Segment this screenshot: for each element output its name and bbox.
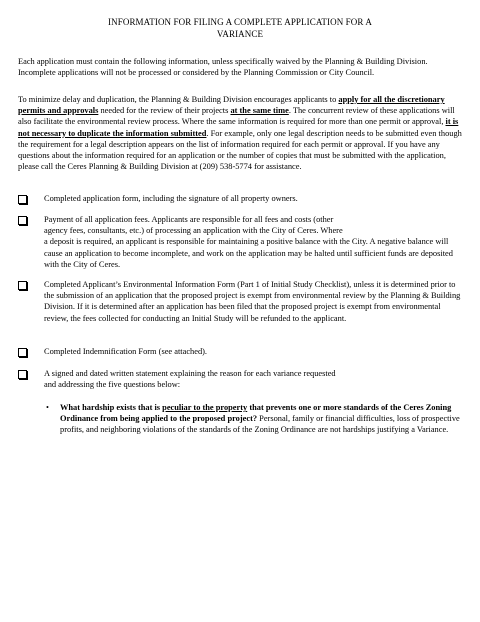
emphasis-text: at the same time (230, 106, 289, 116)
para-text: To minimize delay and duplication, the Planning & Building Division encourages applicants to (18, 95, 339, 104)
checklist-item-fees (44, 214, 464, 270)
item-line: agency fees, consultants, etc.) of processing an application with the City of Ceres. Where (44, 226, 343, 236)
title-line-2: VARIANCE (216, 29, 264, 39)
para-text: . The concurrent review of these applications will also facilitate the environmental review process. Where the same information is required for more than one permit or approval, (18, 106, 455, 127)
question-text: What hardship exists that is (60, 403, 163, 412)
checkbox-written-statement[interactable] (18, 370, 27, 379)
item-line: A signed and dated written statement explaining the reason for each variance requested (44, 369, 336, 378)
item-line: and addressing the five questions below: (44, 380, 181, 390)
checklist-item-indemnification-form: Completed Indemnification Form (see attached). (44, 347, 208, 356)
emphasis-text: it is not necessary to duplicate the information submitted (18, 117, 459, 138)
checkbox-environmental-form[interactable] (18, 281, 27, 290)
checkbox-fees[interactable] (18, 216, 27, 225)
page-title (0, 16, 480, 40)
checkbox-indemnification-form[interactable] (18, 348, 27, 357)
bullet-icon: • (46, 403, 49, 412)
question-explanation: Personal, family or financial difficulties, loss of prospective profits, and neighboring violations of the standards of the Zoning Ordinance are not hardships justifying a Variance. (60, 414, 460, 435)
item-line: Payment of all application fees. Applicants are responsible for all fees and costs (other (44, 215, 334, 224)
checklist-item-environmental-form: Completed Applicant’s Environmental Information Form (Part 1 of Initial Study Checklist), unless it is determined prior to the submission of an application that the proposed project is exempt from environmental review by the Planning & Building Division. If it is determined after an application has been filed that the proposed project is exempt from environmental review, the fees collected for conducting an Initial Study will be refunded to the applicant. (44, 280, 461, 323)
question-hardship (60, 402, 460, 436)
checklist-item-application-form: Completed application form, including the signature of all property owners. (44, 194, 298, 203)
para-text: . For example, only one legal description needs to be submitted even though the requirement for a legal description appears on the list of information required for each permit or approval. If you have any questions about the information required for an application or the number of copies that must be submitted with the application, please call the Ceres Planning & Building Division at (209) 538-5774 for assistance. (18, 128, 462, 172)
emphasis-text: apply for all the discretionary permits and approvals (18, 95, 445, 116)
instructions-paragraph (18, 94, 466, 172)
emphasis-text: peculiar to the property (162, 403, 248, 412)
checkbox-application-form[interactable] (18, 195, 27, 204)
item-text: a deposit is required, an applicant is responsible for maintaining a positive balance with the City. A negative balance will cause an application to become incomplete, and work on the application may be halted until sufficient funds are deposited with the City of Ceres. (44, 237, 453, 269)
intro-paragraph: Each application must contain the following information, unless specifically waived by the Planning & Building Division. Incomplete applications will not be processed or considered by the Planning Commission or City Council. (18, 57, 428, 78)
question-text: that prevents one or more standards of the Ceres Zoning Ordinance from being applied to the proposed project? (60, 403, 452, 424)
title-line-1: INFORMATION FOR FILING A COMPLETE APPLICATION FOR A (108, 17, 372, 27)
checklist-item-written-statement (44, 368, 464, 390)
para-text: needed for the review of their projects (98, 106, 231, 116)
